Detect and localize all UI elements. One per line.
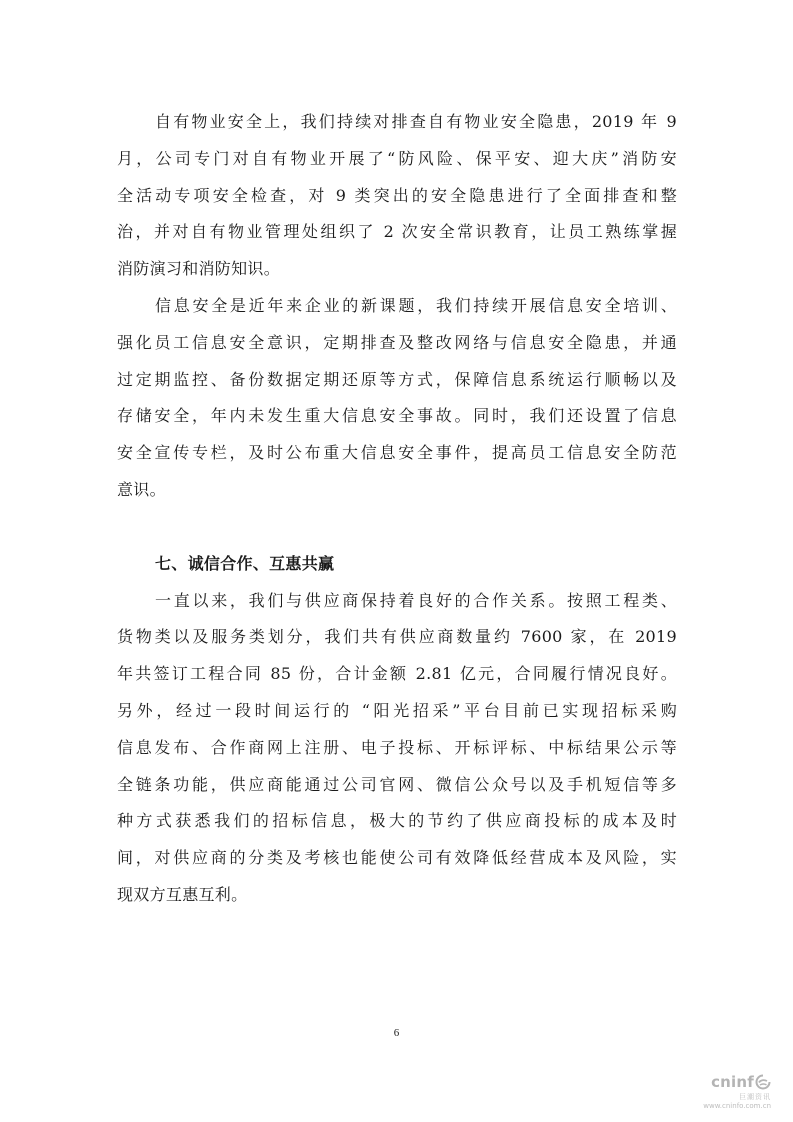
watermark-subtitle: 巨潮资讯	[739, 1093, 771, 1101]
text-line: 安全宣传专栏，及时公布重大信息安全事件，提高员工信息安全防范	[117, 443, 677, 463]
text-line: 信息安全是近年来企业的新课题，我们持续开展信息安全培训、	[155, 295, 677, 315]
text-line: 月，公司专门对自有物业开展了“防风险、保平安、迎大庆”消防安	[117, 148, 677, 168]
text-line: 现双方互惠互利。	[117, 884, 248, 904]
section-heading: 七、诚信合作、互惠共赢	[155, 553, 335, 573]
text-line: 货物类以及服务类划分，我们共有供应商数量约 7600 家，在 2019	[117, 627, 677, 647]
text-line: 存储安全，年内未发生重大信息安全事故。同时，我们还设置了信息	[117, 406, 677, 426]
text-line: 自有物业安全上，我们持续对排查自有物业安全隐患，2019 年 9	[155, 112, 677, 131]
text-line: 一直以来，我们与供应商保持着良好的合作关系。按照工程类、	[155, 590, 677, 610]
paragraph-supplier-cooperation	[117, 583, 677, 914]
text-line: 年共签订工程合同 85 份，合计金额 2.81 亿元，合同履行情况良好。	[117, 664, 677, 684]
watermark-url: www.cninfo.com.cn	[703, 1102, 771, 1110]
text-line: 强化员工信息安全意识，定期排查及整改网络与信息安全隐患，并通	[117, 332, 677, 352]
text-line: 全链条功能，供应商能通过公司官网、微信公众号以及手机短信等多	[117, 774, 677, 794]
text-line: 治，并对自有物业管理处组织了 2 次安全常识教育，让员工熟练掌握	[117, 222, 677, 242]
text-line: 种方式获悉我们的招标信息，极大的节约了供应商投标的成本及时	[117, 811, 677, 831]
text-line: 另外，经过一段时间运行的 “阳光招采”平台目前已实现招标采购	[117, 700, 677, 720]
text-line: 消防演习和消防知识。	[117, 259, 281, 279]
paragraph-property-safety	[117, 104, 677, 288]
swirl-logo-icon	[755, 1074, 771, 1090]
watermark-brand-text: cninf	[711, 1073, 754, 1091]
text-line: 意识。	[117, 479, 166, 499]
text-line: 信息发布、合作商网上注册、电子投标、开标评标、中标结果公示等	[117, 737, 677, 757]
text-line: 过定期监控、备份数据定期还原等方式，保障信息系统运行顺畅以及	[117, 369, 677, 389]
watermark-brand	[711, 1073, 771, 1091]
document-body	[117, 104, 677, 914]
page-number: 6	[393, 1027, 400, 1039]
section-spacer	[117, 509, 677, 546]
text-line: 间，对供应商的分类及考核也能使公司有效降低经营成本及风险，实	[117, 848, 677, 868]
paragraph-information-security	[117, 288, 677, 509]
cninfo-watermark	[683, 1072, 771, 1114]
text-line: 全活动专项安全检查，对 9 类突出的安全隐患进行了全面排查和整	[117, 185, 677, 205]
